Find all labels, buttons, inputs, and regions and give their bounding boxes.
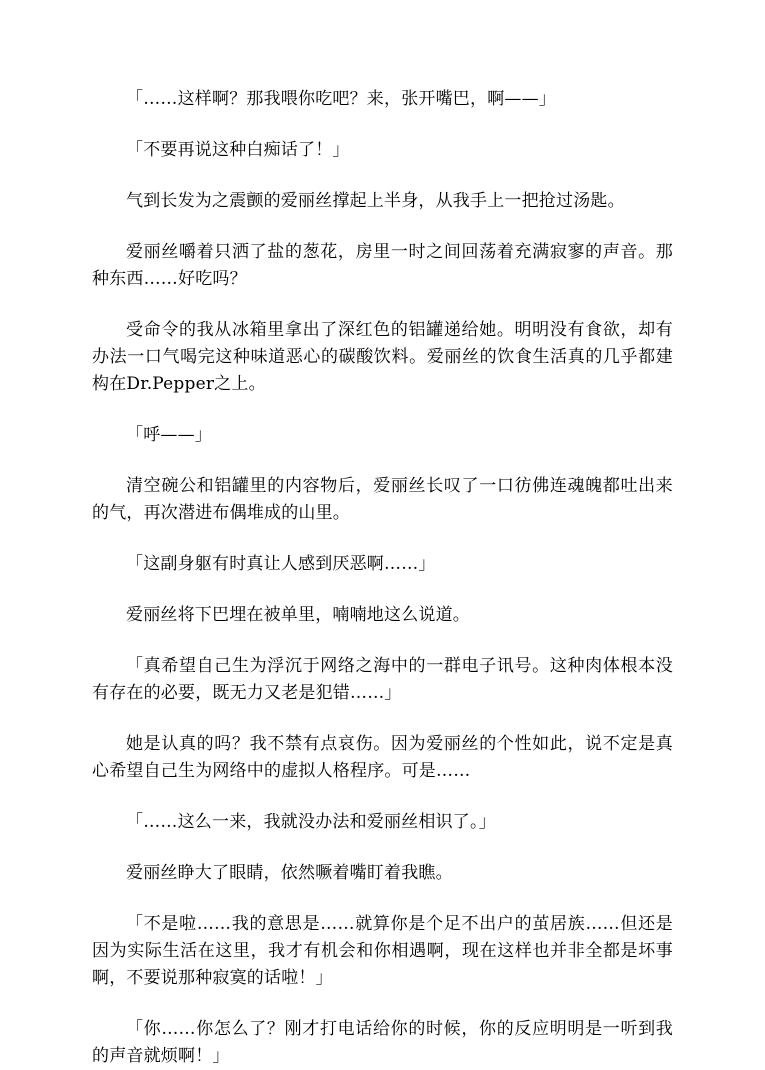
paragraph-12: 「……这么一来，我就没办法和爱丽丝相识了。」 bbox=[126, 812, 496, 832]
paragraph-8: 「这副身躯有时真让人感到厌恶啊……」 bbox=[126, 554, 436, 574]
paragraph-10: 「真希望自己生为浮沉于网络之海中的一群电子讯号。这种肉体根本没有存在的必要，既无力又老是犯错……」 bbox=[92, 656, 673, 703]
paragraph-15: 「你……你怎么了？刚才打电话给你的时候，你的反应明明是一听到我的声音就烦啊！」 bbox=[92, 1019, 673, 1066]
paragraph-7: 清空碗公和铝罐里的内容物后，爱丽丝长叹了一口彷佛连魂魄都吐出来的气，再次潜进布偶堆成的山里。 bbox=[92, 476, 673, 523]
paragraph-1: 「……这样啊？那我喂你吃吧？来，张开嘴巴，啊——」 bbox=[126, 89, 556, 109]
paragraph-4: 爱丽丝嚼着只洒了盐的葱花，房里一时之间回荡着充满寂寥的声音。那种东西……好吃吗？ bbox=[92, 242, 673, 289]
paragraph-13: 爱丽丝睁大了眼睛，依然噘着嘴盯着我瞧。 bbox=[126, 863, 453, 883]
paragraph-6: 「呼——」 bbox=[126, 425, 212, 445]
paragraph-3: 气到长发为之震颤的爱丽丝撑起上半身，从我手上一把抢过汤匙。 bbox=[126, 191, 625, 211]
paragraph-14: 「不是啦……我的意思是……就算你是个足不出户的茧居族……但还是因为实际生活在这里，我才有机会和你相遇啊，现在这样也并非全都是坏事啊，不要说那种寂寞的话啦！」 bbox=[92, 914, 673, 988]
paragraph-2: 「不要再说这种白痴话了！」 bbox=[126, 140, 350, 160]
paragraph-9: 爱丽丝将下巴埋在被单里，喃喃地这么说道。 bbox=[126, 605, 470, 625]
paragraph-5: 受命令的我从冰箱里拿出了深红色的铝罐递给她。明明没有食欲，却有办法一口气喝完这种味道恶心的碳酸饮料。爱丽丝的饮食生活真的几乎都建构在Dr.Pepper之上。 bbox=[92, 320, 673, 394]
paragraph-11: 她是认真的吗？我不禁有点哀伤。因为爱丽丝的个性如此，说不定是真心希望自己生为网络中的虚拟人格程序。可是…… bbox=[92, 734, 673, 781]
